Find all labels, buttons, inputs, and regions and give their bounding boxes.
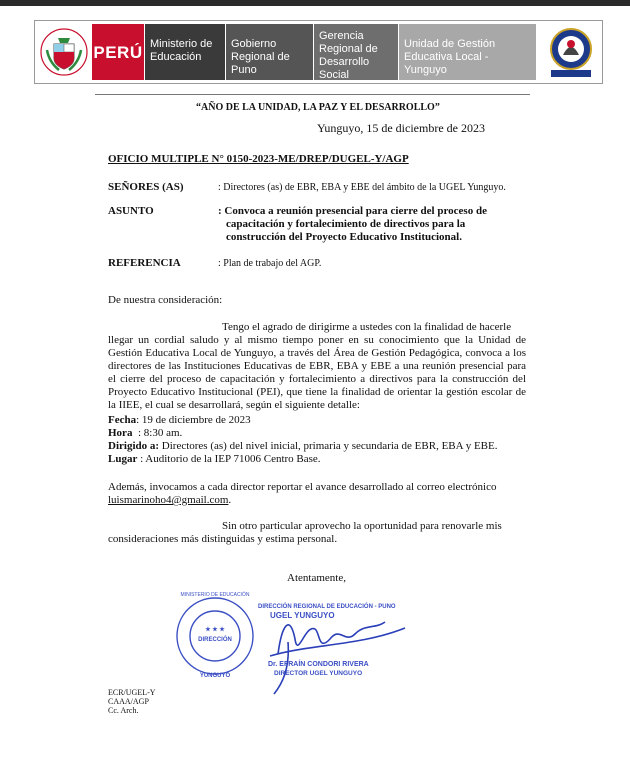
senores-value: : Directores (as) de EBR, EBA y EBE del ámbito de la UGEL Yunguyo. <box>218 182 506 193</box>
dirigido-value: Directores (as) del nivel inicial, primaria y secundaria de EBR, EBA y EBE. <box>159 440 498 452</box>
peru-coat-of-arms-icon <box>37 24 91 80</box>
top-scan-edge <box>0 0 630 6</box>
hora-row <box>108 427 182 440</box>
ugel-logo-icon <box>543 24 599 80</box>
lugar-value: : Auditorio de la IEP 71006 Centro Base. <box>140 453 321 465</box>
asunto-value-2: capacitación y fortalecimiento de directivos para la <box>226 218 466 230</box>
sign-line2: UGEL YUNGUYO <box>270 611 335 620</box>
senores-label: SEÑORES (AS) <box>108 181 184 193</box>
dirigido-label: Dirigido a: <box>108 440 160 452</box>
fecha-row <box>108 414 251 427</box>
ref-line-2: CAAA/AGP <box>108 697 149 706</box>
email-row <box>108 494 231 507</box>
para1-line1: Tengo el agrado de dirigirme a ustedes con la finalidad de hacerle <box>222 321 512 333</box>
referencia-value: : Plan de trabajo del AGP. <box>218 258 322 269</box>
hora-label: Hora <box>108 427 133 439</box>
sign-line1: DIRECCIÓN REGIONAL DE EDUCACIÓN - PUNO <box>258 604 396 610</box>
para3-line2: consideraciones más distinguidas y estima personal. <box>108 533 338 545</box>
lugar-label: Lugar <box>108 453 138 465</box>
email-link[interactable]: luismarinoho4@gmail.com <box>108 494 229 506</box>
para2: Además, invocamos a cada director reportar el avance desarrollado al correo electrónico <box>108 481 497 493</box>
asunto-label: ASUNTO <box>108 205 154 217</box>
lugar-row <box>108 453 321 466</box>
ref-line-3: Cc. Arch. <box>108 706 139 715</box>
institutional-header <box>34 20 603 84</box>
para1-body: llegar un cordial saludo y al mismo tiempo poner en su conocimiento que la Unidad de Gestión Educativa Local de Yunguyo, a través del Área de Gestión Pedagógica, convoca a los directores de las Instituciones Educativas de EBR, EBA y EBE a una reunión presencial para el cierre del proceso de capacitación y fortalecimiento a directivos para la construcción del Proyecto Educativo Institucional (PEI), que tiene la finalidad de orientar la gestión escolar de la IIEE, el cual se desarrollará, según el siguiente detalle: <box>108 334 526 411</box>
seal-center-text: DIRECCIÓN <box>198 637 232 643</box>
dirigido-row <box>108 440 498 453</box>
round-seal <box>177 598 253 674</box>
closing: Atentamente, <box>287 572 346 584</box>
gobierno-label: Gobierno Regional de Puno <box>226 24 313 80</box>
svg-text:★ ★ ★: ★ ★ ★ <box>205 627 225 633</box>
year-motto: “AÑO DE LA UNIDAD, LA PAZ Y EL DESARROLLO” <box>196 102 440 113</box>
fecha-value: : 19 de diciembre de 2023 <box>136 414 251 426</box>
fecha-label: Fecha <box>108 414 137 426</box>
doc-title: OFICIO MULTIPLE N° 0150-2023-ME/DREP/DUGEL-Y/AGP <box>108 153 409 165</box>
doc-date: Yunguyo, 15 de diciembre de 2023 <box>317 121 485 135</box>
asunto-value-1: : Convoca a reunión presencial para cierre del proceso de <box>218 205 487 217</box>
gerencia-label: Gerencia Regional de Desarrollo Social <box>314 24 398 80</box>
official-stamp-signature <box>170 584 420 704</box>
sign-name: Dr. EFRAÍN CONDORI RIVERA <box>268 661 369 668</box>
svg-text:YUNGUYO: YUNGUYO <box>199 673 231 679</box>
ref-line-1: ECR/UGEL-Y <box>108 688 156 697</box>
unidad-label: Unidad de Gestión Educativa Local - Yunguyo <box>399 24 536 80</box>
peru-label: PERÚ <box>92 24 144 80</box>
para3-line1: Sin otro particular aprovecho la oportunidad para renovarle mis <box>222 520 502 532</box>
email-period: . <box>228 494 232 506</box>
greeting: De nuestra consideración: <box>108 294 223 306</box>
hora-value: : 8:30 am. <box>137 427 183 439</box>
asunto-value-3: construcción del Proyecto Educativo Institucional. <box>226 231 462 243</box>
header-divider <box>95 94 530 95</box>
sign-role: DIRECTOR UGEL YUNGUYO <box>274 670 363 677</box>
ministerio-label: Ministerio de Educación <box>145 24 225 80</box>
seal-outer-text: MINISTERIO DE EDUCACIÓN <box>180 592 250 598</box>
referencia-label: REFERENCIA <box>108 257 181 269</box>
handwritten-signature <box>270 622 405 694</box>
